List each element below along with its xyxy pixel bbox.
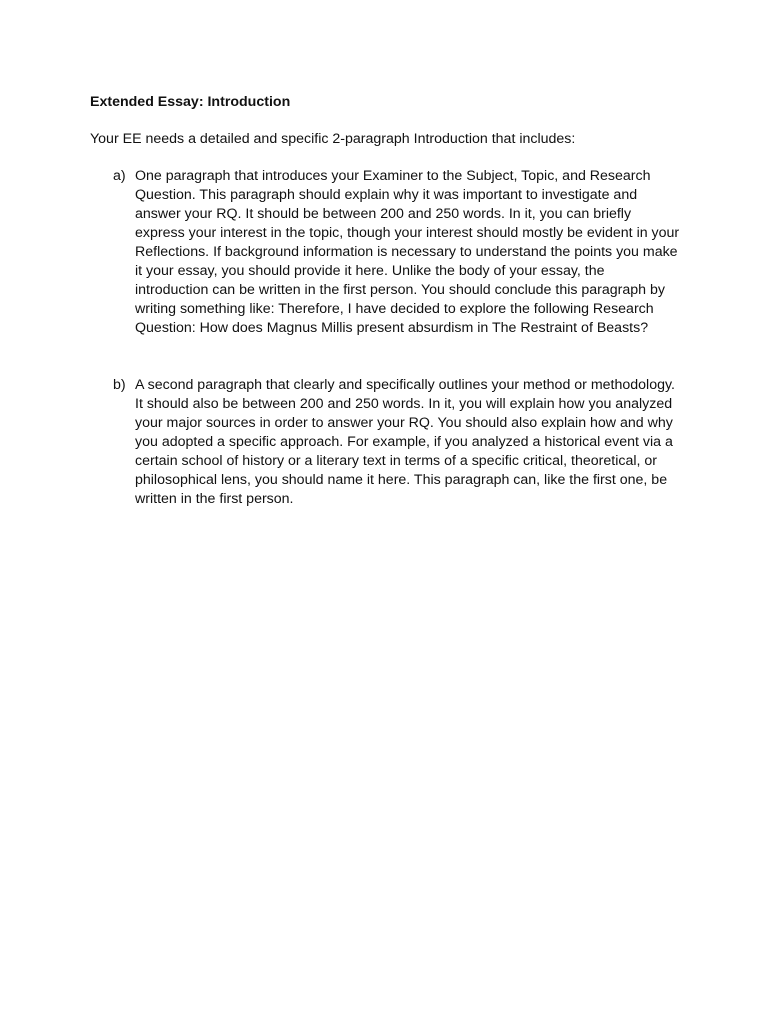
list-marker-b: b) bbox=[113, 377, 126, 393]
list-item-b bbox=[90, 376, 690, 509]
document-body bbox=[90, 93, 690, 509]
document-title: Extended Essay: Introduction bbox=[90, 94, 291, 110]
list-marker-a: a) bbox=[113, 168, 126, 184]
intro-paragraph: Your EE needs a detailed and specific 2-paragraph Introduction that includes: bbox=[90, 131, 576, 147]
requirements-list bbox=[90, 167, 690, 509]
list-item-b-text: A second paragraph that clearly and specifically outlines your method or methodology. It should also be between 200 and 250 words. In it, you will explain how you analyzed your major sources in order to answer your RQ. You should also explain how and why you adopted a specific approach. For example, if you analyzed a historical event via a certain school of history or a literary text in terms of a specific critical, theoretical, or philosophical lens, you should name it here. This paragraph can, like the first one, be written in the first person. bbox=[135, 377, 675, 507]
list-item-a-text: One paragraph that introduces your Examiner to the Subject, Topic, and Research Question. This paragraph should explain why it was important to investigate and answer your RQ. It should be between 200 and 250 words. In it, you can briefly express your interest in the topic, though your interest should mostly be evident in your Reflections. If background information is necessary to understand the points you make it your essay, you should provide it here. Unlike the body of your essay, the introduction can be written in the first person. You should conclude this paragraph by writing something like: Therefore, I have decided to explore the following Research Question: How does Magnus Millis present absurdism in The Restraint of Beasts? bbox=[135, 168, 680, 336]
list-item-a bbox=[90, 167, 690, 338]
